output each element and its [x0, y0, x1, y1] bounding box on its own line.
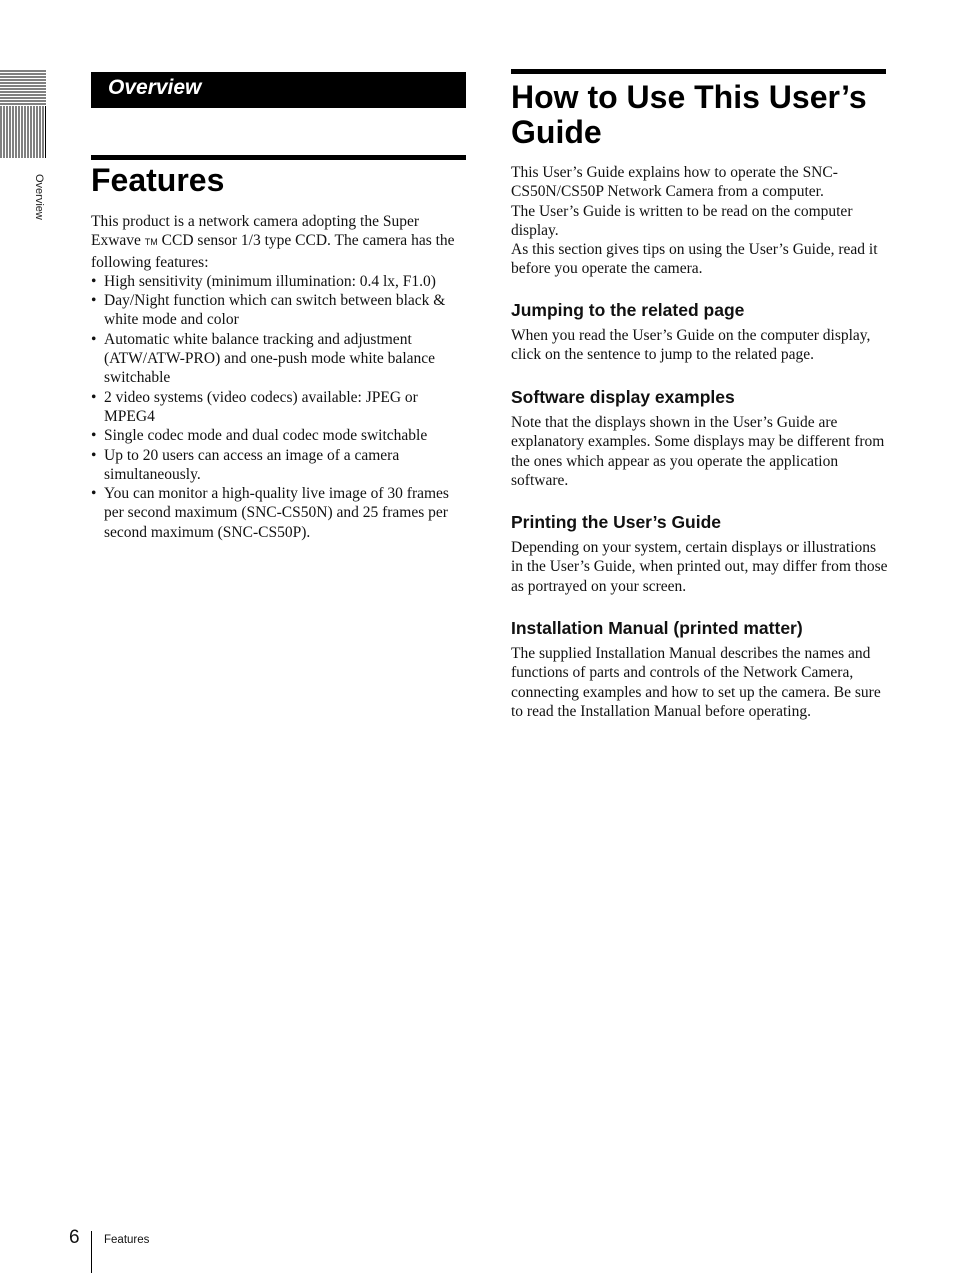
list-item: • 2 video systems (video codecs) available: JPEG or MPEG4: [91, 388, 471, 427]
trademark-mark: TM: [144, 237, 158, 248]
list-item: • Day/Night function which can switch between black & white mode and color: [91, 291, 471, 330]
list-item: • Up to 20 users can access an image of a camera simultaneously.: [91, 446, 471, 485]
features-list: [91, 272, 471, 542]
guide-rule: [511, 69, 886, 74]
subsection-text: Depending on your system, certain displays or illustrations in the User’s Guide, when printed out, may differ from those as portrayed on your screen.: [511, 539, 888, 595]
section-header-bar: [91, 72, 466, 108]
subsection-installation-manual: [511, 618, 889, 721]
side-tab-label: Overview: [33, 174, 45, 220]
subsection-text: When you read the User’s Guide on the computer display, click on the sentence to jump to the related page.: [511, 327, 871, 364]
subsection-software-display: [511, 387, 889, 490]
guide-title: How to Use This User’s Guide: [511, 79, 867, 150]
subsection-heading: Software display examples: [511, 387, 735, 407]
footer-label: Features: [104, 1234, 150, 1246]
subsection-text: Note that the displays shown in the User’s Guide are explanatory examples. Some displays may be different from the ones which appear as you operate the application software.: [511, 414, 885, 489]
subsection-text: The supplied Installation Manual describes the names and functions of parts and controls of the Network Camera, connecting examples and how to set up the camera. Be sure to read the Installation Manual before operating.: [511, 645, 881, 720]
guide-intro-paragraph: As this section gives tips on using the User’s Guide, read it before you operate the camera.: [511, 241, 878, 278]
subsection-heading: Printing the User’s Guide: [511, 512, 722, 532]
features-title: Features: [91, 162, 225, 198]
list-item: • You can monitor a high-quality live image of 30 frames per second maximum (SNC-CS50N) and 25 frames per second maximum (SNC-CS50P).: [91, 484, 471, 542]
list-item: • Single codec mode and dual codec mode switchable: [91, 426, 471, 445]
features-rule: [91, 155, 466, 160]
side-tab-stripes: [0, 70, 46, 158]
guide-intro: [511, 163, 889, 279]
guide-intro-paragraph: The User’s Guide is written to be read on the computer display.: [511, 202, 853, 239]
features-intro: This product is a network camera adopting the Super Exwave TM CCD sensor 1/3 type CCD. The camera has the following features:: [91, 213, 455, 271]
subsection-jumping: [511, 300, 889, 365]
list-item: • High sensitivity (minimum illumination: 0.4 lx, F1.0): [91, 272, 471, 291]
subsection-heading: Jumping to the related page: [511, 300, 745, 320]
list-item: • Automatic white balance tracking and adjustment (ATW/ATW-PRO) and one-push mode white balance switchable: [91, 330, 471, 388]
page-number: 6: [69, 1227, 80, 1248]
subsection-heading: Installation Manual (printed matter): [511, 618, 803, 638]
subsection-printing: [511, 512, 889, 596]
guide-intro-paragraph: This User’s Guide explains how to operate the SNC-CS50N/CS50P Network Camera from a computer.: [511, 164, 838, 201]
features-body: [91, 212, 471, 542]
footer-divider: [91, 1231, 92, 1273]
section-header-title: Overview: [108, 76, 202, 99]
